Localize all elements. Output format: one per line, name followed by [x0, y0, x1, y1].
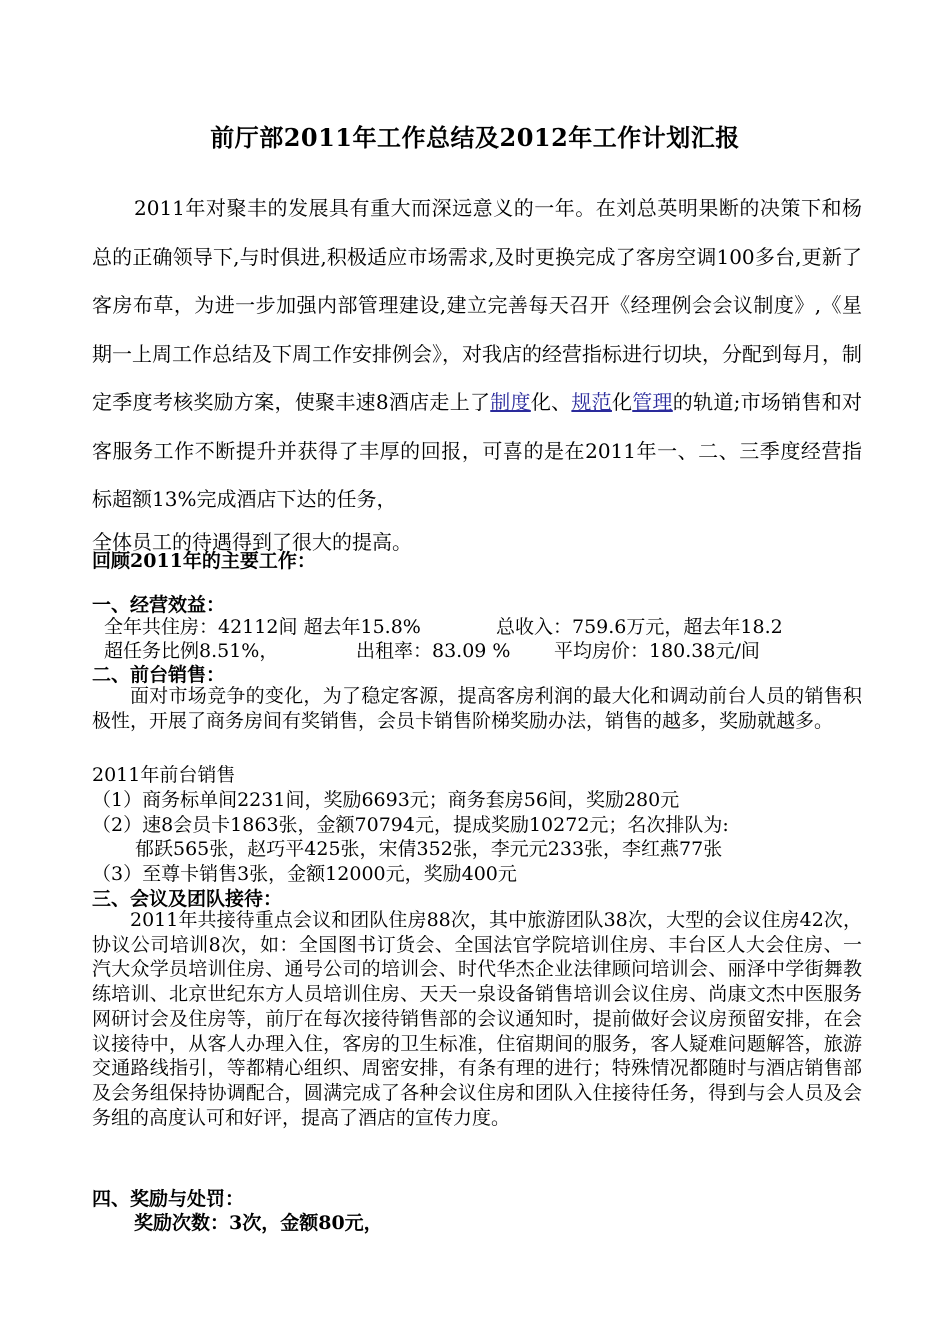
- section3-heading: 三、会议及团队接待：: [92, 888, 283, 910]
- stat-rooms: 全年共住房：42112间 超去年15.8%: [104, 616, 421, 638]
- stat-ratio: 超任务比例8.51%，: [104, 640, 279, 662]
- section2-heading: 二、前台销售：: [92, 664, 226, 686]
- stat-avg-price: 平均房价：180.38元/间: [554, 640, 760, 662]
- intro-connector-2: 化: [611, 390, 633, 414]
- stat-revenue: 总收入：759.6万元，超去年18.2: [496, 616, 783, 638]
- section4-heading: 四、奖励与处罚：: [92, 1188, 245, 1210]
- stats-row-1: [104, 612, 783, 639]
- review-heading: 回顾2011年的主要工作：: [92, 550, 316, 572]
- sales-item-1: （1）商务标单间2231间，奖励6693元；商务套房56间，奖励280元: [92, 789, 680, 811]
- intro-text-part-b: 的轨道;市场销售和对客服务工作不断提升并获得了丰厚的回报，可喜的是在2011年一、二、三季度经营指标超额13%完成酒店下达的任务，: [92, 390, 863, 511]
- section3-paragraph: 2011年共接待重点会议和团队住房88次，其中旅游团队38次，大型的会议住房42次，协议公司培训8次，如：全国图书订货会、全国法官学院培训住房、丰台区人大会住房、一汽大众学员培训住房、通号公司的培训会、时代华杰企业法律顾问培训会、丽泽中学街舞教练培训、北京世纪东方人员培训住房、天天一泉设备销售培训会议住房、尚康文杰中医服务网研讨会及住房等，前厅在每次接待销售部的会议通知时，提前做好会议房预留安排，在会议接待中，从客人办理入住，客房的卫生标准，住宿期间的服务，客人疑难问题解答，旅游交通路线指引，等都精心组织、周密安排，有条有理的进行；特殊情况都随时与酒店销售部及会务组保持协调配合，圆满完成了各种会议住房和团队入住接待任务，得到与会人员及会务组的高度认可和好评，提高了酒店的宣传力度。: [92, 909, 862, 1129]
- stat-occupancy: 出租率：83.09 %: [356, 640, 511, 662]
- intro-connector-1: 化、: [530, 390, 572, 414]
- intro-text-part-a: 2011年对聚丰的发展具有重大而深远意义的一年。在刘总英明果断的决策下和杨总的正确领导下,与时俱进,积极适应市场需求,及时更换完成了客房空调100多台,更新了客房布草，为进一步加强内部管理建设,建立完善每天召开《经理例会会议制度》,《星期一上周工作总结及下周工作安排例会》，对我店的经营指标进行切块，分配到每月，制定季度考核奖励方案，使聚丰速8酒店走上了: [92, 196, 862, 414]
- link-guanli[interactable]: 管理: [632, 390, 673, 414]
- stats-row-2: [104, 636, 760, 663]
- reward-line: 奖励次数：3次，金额80元，: [134, 1212, 383, 1234]
- section2-subtitle: 2011年前台销售: [92, 764, 236, 786]
- section1-heading: 一、经营效益：: [92, 594, 226, 616]
- sales-item-2: （2）速8会员卡1863张，金额70794元，提成奖励10272元；名次排队为:: [92, 814, 729, 836]
- sales-item-3: （3）至尊卡销售3张，金额12000元，奖励400元: [92, 863, 517, 885]
- intro-text: [92, 184, 862, 524]
- link-guifan[interactable]: 规范: [571, 390, 612, 414]
- document-title: 前厅部2011年工作总结及2012年工作计划汇报: [210, 123, 740, 152]
- link-zhidu[interactable]: 制度: [490, 390, 531, 414]
- section2-paragraph: 面对市场竞争的变化，为了稳定客源，提高客房利润的最大化和调动前台人员的销售积极性，开展了商务房间有奖销售，会员卡销售阶梯奖励办法，销售的越多，奖励就越多。: [92, 685, 862, 732]
- intro-text-part-c: 全体员工的待遇得到了很大的提高。: [92, 529, 412, 554]
- sales-item-2-ranking: 郁跃565张，赵巧平425张，宋倩352张，李元元233张，李红燕77张: [135, 838, 723, 860]
- intro-paragraph: [92, 184, 862, 560]
